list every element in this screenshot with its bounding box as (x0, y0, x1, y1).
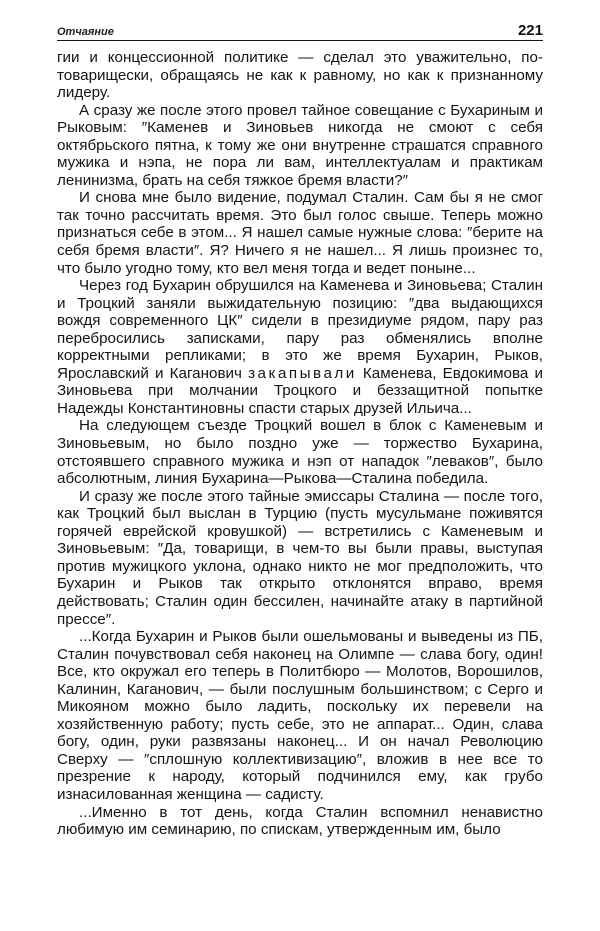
paragraph-4 (57, 277, 543, 417)
paragraph-7: ...Когда Бухарин и Рыков были ошельмованы и выведены из ПБ, Сталин почувствовал себя наконец на Олимпе — слава богу, один! Все, кто окружал его теперь в Политбюро — Молотов, Ворошилов, Калинин, Каганович, — были послушным большинством; с Серго и Микояном можно было ладить, поскольку их перевели на хозяйственную работу; пусть себе, это не аппарат... Один, слава богу, один, руки развязаны наконец... И он начал Революцию Сверху — ″сплошную коллективизацию″, вложив в нее все то презрение к народу, который подчинился ему, как грубо изнасилованная женщина — садисту. (57, 628, 543, 803)
paragraph-4-part-1: Через год Бухарин обрушился на Каменева и Зиновьева; Сталин и Троцкий заняли выжидательную позицию: ″два выдающихся вождя современного ЦК″ сидели в президиуме рядом, пару раз перебросились записками, пару раз обменялись вполне корректными репликами; в это же время Бухарин, Рыков, Ярославский и Каганович (57, 277, 543, 382)
paragraph-2: А сразу же после этого провел тайное совещание с Бухариным и Рыковым: ″Каменев и Зиновьев никогда не смоют с себя октябрьского пятна, к тому же они внутренне страшатся справного мужика и нэпа, не пора ли вам, интеллектуалам и практикам ленинизма, брать на себя тяжкое бремя власти?″ (57, 101, 543, 189)
paragraph-3: И снова мне было видение, подумал Сталин. Сам бы я не смог так точно рассчитать время. Это был голос свыше. Теперь можно признаться себе в этом... Я нашел самые нужные слова: ″берите на себя бремя власти″. Я? Ничего я не нашел... Я лишь произнес то, что было угодно тому, кто вел меня тогда и ведет поныне... (57, 189, 543, 277)
running-title: Отчаяние (57, 26, 114, 38)
page-header (57, 20, 543, 41)
paragraph-8: ...Именно в тот день, когда Сталин вспомнил ненавистно любимую им семинарию, по спискам, утвержденным им, было (57, 803, 543, 839)
paragraph-5: На следующем съезде Троцкий вошел в блок с Каменевым и Зиновьевым, но было поздно уже — торжество Бухарина, отстоявшего справного мужика и нэп от нападок ″леваков″, было абсолютным, линия Бухарина—Рыкова—Сталина победила. (57, 417, 543, 488)
book-page (57, 20, 543, 839)
spaced-emphasis-word: закапывали (248, 364, 357, 382)
paragraph-6: И сразу же после этого тайные эмиссары Сталина — после того, как Троцкий был выслан в Турцию (пусть мусульмане поживятся горячей еврейской кровушкой) — встретились с Каменевым и Зиновьевым: ″Да, товарищи, в чем-то вы были правы, выступая против мужицкого уклона, однако никто не мог предположить, что Бухарин и Рыков так открыто отклонятся вправо, время действовать; Сталин один бессилен, начинайте атаку в партийной прессе″. (57, 487, 543, 628)
body-text (57, 49, 543, 839)
page-number: 221 (517, 22, 543, 39)
paragraph-4-part-2: Каменева, Евдокимова и Зиновьева при молчании Троцкого и беззащитной попытке Надежды Константиновны спасти старых друзей Ильича... (57, 364, 543, 417)
paragraph-1: гии и концессионной политике — сделал это уважительно, по-товарищески, обращаясь не как к равному, но как к признанному лидеру. (57, 49, 543, 102)
